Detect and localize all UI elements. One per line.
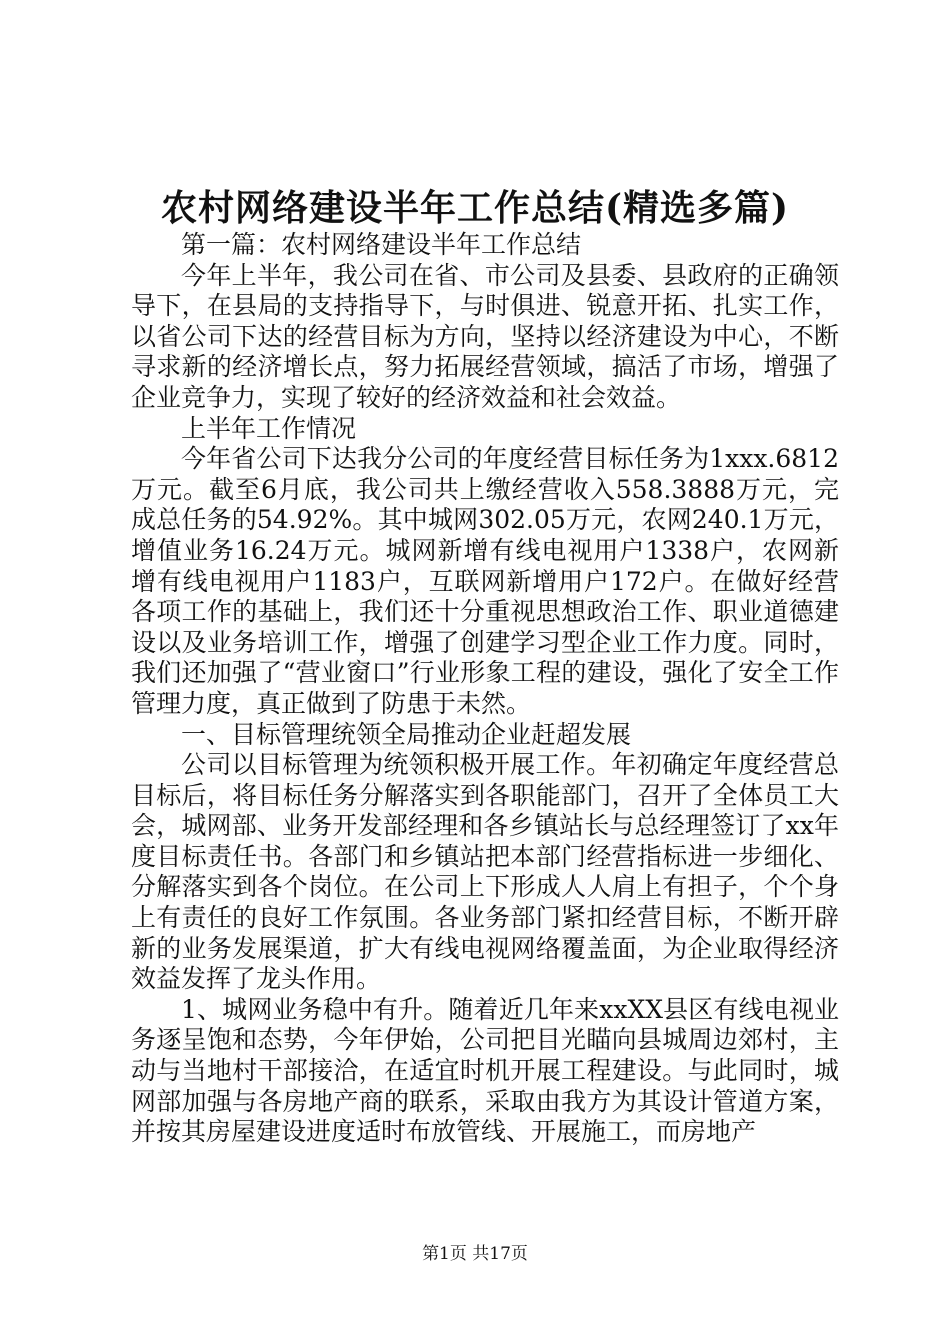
page-footer: 第1页 共17页: [422, 1244, 528, 1264]
body-paragraph: 今年上半年，我公司在省、市公司及县委、县政府的正确领导下，在县局的支持指导下，与时俱进、锐意开拓、扎实工作，以省公司下达的经营目标为方向，坚持以经济建设为中心，不断寻求新的经济增长点，努力拓展经营领域，搞活了市场，增强了企业竞争力，实现了较好的经济效益和社会效益。: [131, 260, 839, 412]
section-heading: 上半年工作情况: [181, 413, 357, 443]
document-body: [131, 230, 839, 1148]
section-heading: 第一篇：农村网络建设半年工作总结: [181, 230, 582, 259]
body-paragraph: 今年省公司下达我分公司的年度经营目标任务为1xxx.6812万元。截至6月底，我公司共上缴经营收入558.3888万元，完成总任务的54.92%。其中城网302.05万元，农网240.1万元，增值业务16.24万元。城网新增有线电视用户1338户，农网新增有线电视用户1183户，互联网新增用户172户。在做好经营各项工作的基础上，我们还十分重视思想政治工作、职业道德建设以及业务培训工作，增强了创建学习型企业工作力度。同时，我们还加强了“营业窗口”行业形象工程的建设，强化了安全工作管理力度，真正做到了防患于未然。: [131, 444, 839, 718]
document-title: 农村网络建设半年工作总结(精选多篇): [160, 187, 790, 229]
body-paragraph: 1、城网业务稳中有升。随着近几年来xxXX县区有线电视业务逐呈饱和态势，今年伊始，公司把目光瞄向县城周边郊村，主动与当地村干部接洽，在适宜时机开展工程建设。与此同时，城网部加强与各房地产商的联系，采取由我方为其设计管道方案，并按其房屋建设进度适时布放管线、开展施工，而房地产: [131, 994, 839, 1147]
body-paragraph: 公司以目标管理为统领积极开展工作。年初确定年度经营总目标后，将目标任务分解落实到各职能部门，召开了全体员工大会，城网部、业务开发部经理和各乡镇站长与总经理签订了xx年度目标责任书。各部门和乡镇站把本部门经营指标进一步细化、分解落实到各个岗位。在公司上下形成人人肩上有担子，个个身上有责任的良好工作氛围。各业务部门紧扣经营目标，不断开辟新的业务发展渠道，扩大有线电视网络覆盖面，为企业取得经济效益发挥了龙头作用。: [131, 750, 839, 994]
section-heading: 一、目标管理统领全局推动企业赶超发展: [181, 719, 632, 749]
